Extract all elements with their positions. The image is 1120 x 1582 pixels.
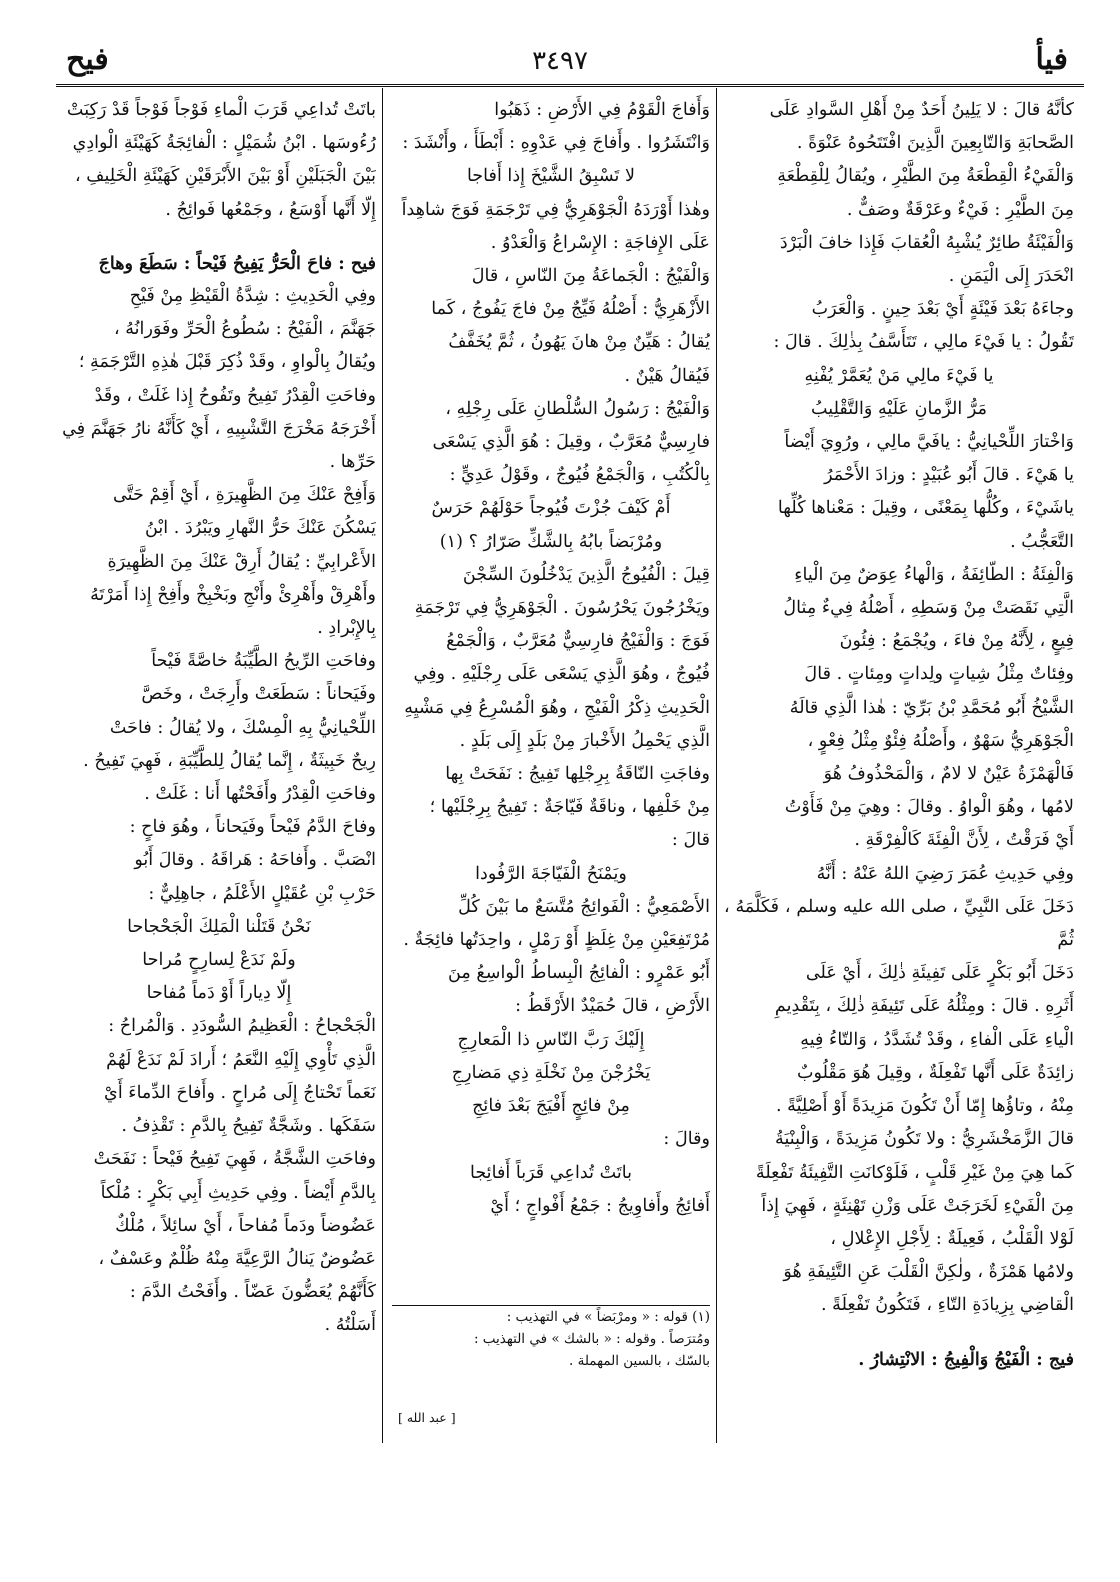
text-line: فَوَجَ : وَالْفَيْجُ فارِسِيٌّ مُعَرَّبٌ ، وَالْجَمْعُ (446, 631, 710, 652)
text-line: الَّذِي يَحْمِلُ الأَخْبارَ مِنْ بَلَدٍ إِلَى بَلَدٍ . (459, 730, 710, 751)
header-left-word: فيح (66, 42, 109, 77)
text-line: كأنَّهُ قالَ : لا يَلِينُ أَحَدٌ مِنْ أَهْلِ السَّوادِ عَلَى (769, 100, 1074, 120)
text-line: يا هَيْءَ . قالَ أَبُو عُبَيْدٍ : وزادَ الأَحْمَرُ (824, 465, 1074, 486)
text-line: وفاحَ الدَّمُ فَيْحاً وفَيَحاناً ، وهُوَ فاحٍ : (129, 817, 376, 838)
verse-line: إِلَيْكَ رَبَّ النّاسِ ذا الْمَعارِجِ (457, 1029, 645, 1050)
text-line: وفِئاتٌ مِثْلُ شِياتٍ ولِداتٍ ومِئاتٍ . قالَ (804, 664, 1074, 685)
verse-line: ولَمْ نَدَعْ لِسارِحٍ مُراحا (142, 950, 296, 971)
text-line: بَيْنَ الْجَبَلَيْنِ أَوْ بَيْنَ الأَبْرَقَيْنِ كَهَيْئَةِ الْخَلِيفِ ، (75, 166, 376, 187)
text-line: فِيعٍ ، لِأَنَّهُ مِنْ فاءَ ، ويُجْمَعُ : فِئُونَ (839, 631, 1074, 652)
text-line: قالَ الزَّمَخْشَرِيُّ : ولا تَكُونُ مَزِيدَةً ، وَالْبِنْيَةُ (775, 1129, 1074, 1150)
text-line: فَيُقالُ هَيْنٌ . (624, 365, 710, 386)
verse-line: يا فَيْءَ مالِي مَنْ يُعَمَّرْ يُفْنِهِ (804, 365, 994, 386)
text-line: الْجَوْهَرِيُّ سَهْوٌ ، وأَصْلُهُ فِئْوٌ مِثْلُ فِعْوٍ ، (807, 730, 1074, 751)
header-right-word: فيأ (1035, 42, 1068, 77)
text-line: مِنَ الْفَيْءِ لَخَرَجَتْ عَلَى وَزْنِ تَهْنِئَةٍ ، فَهِيَ إِذاً (761, 1195, 1074, 1216)
text-line: وفاحَتِ الرِّيحُ الطَّيِّبَةُ خاصَّةً فَيْحاً (151, 651, 376, 672)
text-line: الصَّحابَةِ وَالتّابِعِينَ الَّذِينَ افْتَتَحُوهُ عَنْوَةً . (796, 133, 1074, 154)
text-line: عَضُوضاً ودَماً مُفاحاً ، أَيْ سائِلاً ، مُلْكٌ (115, 1215, 376, 1236)
text-line: كَأَنَّهُمْ يُعَضُّونَ عَضّاً . وأَفَحْتُ الدَّمَ : (129, 1282, 376, 1303)
text-line: أَيْ فَرَقْتُ ، لِأَنَّ الْفِئَةَ كَالْفِرْقَةِ . (854, 830, 1074, 851)
text-line: مُرْتَفِعَيْنِ مِنْ غِلَظٍ أَوْ رَمْلٍ ، واحِدَتُها فائِجَةٌ . (403, 930, 710, 951)
text-line: الَّذِي تَأْوِي إِلَيْهِ النَّعَمُ ؛ أَرادَ لَمْ نَدَعْ لَهُمْ (106, 1049, 376, 1070)
verse-line: مَرُّ الزَّمانِ عَلَيْهِ وَالتَّقْلِيبُ (811, 398, 987, 419)
text-line: زائِدَةٌ عَلَى أَنَّها تَفْعِلَةٌ ، وقِيلَ هُوَ مَقْلُوبٌ (796, 1062, 1074, 1083)
entry-heading: فيج : الْفَيْجُ وَالْفِيجُ : الانْتِشارُ . (858, 1348, 1074, 1370)
verse-line: إِلّا دِياراً أَوْ دَماً مُفاحا (146, 983, 292, 1004)
text-line: تَقُولُ : يا فَيْءَ مالِي ، تَتَأَسَّفُ بِذٰلِكَ . قالَ : (773, 332, 1074, 353)
text-line: الْقاضِي بِزِيادَةِ التّاءِ ، فَتَكُونُ تَفْعِلَةً . (820, 1295, 1074, 1316)
text-line: وفاحَتِ الشَّجَّةُ ، فَهِيَ تَفِيحُ فَيْحاً : نَفَحَتْ (93, 1149, 376, 1170)
text-line: وَالْفَيْئَةُ طائِرٌ يُشْبِهُ الْعُقابَ فَإِذا خافَ الْبَرْدَ (779, 232, 1074, 253)
text-line: مِنْ خَلْفِها ، وناقَةٌ فَيّاجَةٌ : تَفِيجُ بِرِجْلَيْها ؛ (429, 797, 710, 818)
footnote-line: (١) قوله : « ومرْبَضاً » في التهذيب : (506, 1309, 710, 1325)
text-line: يَسْكُنَ عَنْكَ حَرُّ النَّهارِ ويَبْرُدَ . ابْنُ (144, 518, 376, 539)
text-line: الأَزْهَرِيُّ : أَصْلُهُ فَيِّجٌ مِنْ فاجَ يَفُوجُ ، كَما (431, 299, 710, 320)
text-line: رِيحٌ خَبِيثَةٌ ، إِنَّما يُقالُ لِلطَّيِّبَةِ ، فَهِيَ تَفِيحُ . (83, 750, 376, 771)
text-line: بِالدَّمِ أَيْضاً . وفِي حَدِيثِ أَبِي بَكْرٍ : مُلْكاً (100, 1182, 376, 1203)
text-line: وهٰذا أَوْرَدَهُ الْجَوْهَرِيُّ فِي تَرْجَمَةِ فَوَجَ شاهِداً (401, 199, 710, 220)
verse-line: ومُرْبَضاً بابُهُ بِالشَّكِّ صَرّارُ ؟ (١) (439, 531, 663, 552)
column-divider-right (716, 88, 717, 1443)
text-line: دَخَلَ أَبُو بَكْرٍ عَلَى تَفِيئَةِ ذٰلِكَ ، أَيْ عَلَى (805, 963, 1074, 984)
entry-heading: فيح : فاحَ الْحَرُّ يَفِيحُ فَيْحاً : سَطَعَ وهاجَ (98, 252, 376, 274)
verse-line: نَحْنُ قَتَلْنا الْمَلِكَ الْجَحْجاحا (127, 916, 311, 937)
text-line: وَالْفِئَةُ : الطّائِفَةُ ، وَالْهاءُ عِوَضٌ مِنَ الْياءِ (794, 564, 1074, 585)
text-line: سَفَكَها . وشَجَّةٌ تَفِيحُ بِالدَّمِ : تَقْذِفُ . (121, 1116, 376, 1137)
text-line: ولامُها هَمْزَةٌ ، ولٰكِنَّ الْقَلْبَ عَنِ التَّئِيفَةِ هُوَ (783, 1262, 1074, 1283)
page-number: ٣٤٩٧ (532, 46, 588, 76)
text-line: ويَخْرُجُونَ يَحْرُسُونَ . الْجَوْهَرِيُّ فِي تَرْجَمَةِ (414, 598, 710, 619)
text-line: أَثَرِهِ . قالَ : ومِثْلُهُ عَلَى تَئِيفَةِ ذٰلِكَ ، بِتَقْدِيمِ (774, 996, 1074, 1017)
text-line: إِلّا أَنَّها أَوْسَعُ ، وجَمْعُها فَوائِجُ . (165, 199, 376, 220)
text-line: فارِسِيٌّ مُعَرَّبٌ ، وقِيلَ : هُوَ الَّذِي يَسْعَى (432, 432, 710, 453)
text-line: ياشَيْءَ ، وكُلُّها بِمَعْنًى ، وقِيلَ : مَعْناها كُلِّها (777, 498, 1074, 519)
text-line: وَانْتَشَرُوا . وأَفاجَ فِي عَدْوِهِ : أَبْطَأَ ، وأَنْشَدَ : (402, 133, 710, 154)
text-line: أَسَلْتُهُ . (324, 1315, 376, 1336)
column-right (724, 94, 1074, 1454)
text-line: كَما هِيَ مِنْ غَيْرِ قَلْبٍ ، فَلَوْكانَتِ التَّفِيئَةُ تَفْعِلَةً (755, 1162, 1074, 1183)
header-rule (56, 84, 1084, 87)
entry-gap (62, 227, 376, 247)
text-line: بِالْكُتُبِ ، وَالْجَمْعُ فُيُوجٌ ، وقَوْلُ عَدِيٍّ : (449, 465, 710, 486)
text-line: وأَهْرِقْ وأَهْرِئْ وأَنْجِ وبَخْبِخْ وأَفِحْ إِذا أَمَرْتَهُ (90, 584, 376, 605)
text-line: وفاحَتِ الْقِدْرُ وأَفَحْتُها أَنا : غَلَتْ . (144, 784, 376, 805)
footnote-line: ومُترَصاً . وقوله : « بالشك » في التهذيب : (473, 1331, 710, 1347)
verse-line: أَمْ كَيْفَ جُزْتَ فُيُوجاً حَوْلَهُمْ حَرَسٌ (431, 498, 671, 519)
text-line: وَأَفِحْ عَنْكَ مِنَ الظَّهِيرَةِ ، أَيْ أَقِمْ حَتَّى (113, 485, 376, 506)
text-line: التَّعَجُّبُ . (1010, 531, 1074, 552)
text-line: لامُها ، وهُوَ الْواوُ . وقالَ : وهِيَ مِنْ فَأَوْتُ (784, 797, 1074, 818)
text-line: فُيُوجٌ ، وهُوَ الَّذِي يَسْعَى عَلَى رِجْلَيْهِ . وفِي (413, 664, 710, 685)
text-line: حَرْبِ بْنِ عُقَيْلٍ الأَعْلَمُ ، جاهِلِيٌّ : (148, 883, 376, 904)
text-line: وجاءَهُ بَعْدَ فَيْئَةٍ أَيْ بَعْدَ حِينٍ . وَالْعَرَبُ (811, 299, 1074, 320)
text-line: أَفائِجُ وأَفاوِيجُ : جَمْعُ أَفْواجٍ ؛ أَيْ (490, 1195, 710, 1216)
text-line: رُءُوسَها . ابْنُ شُمَيْلٍ : الْفائِجَةُ كَهَيْئَةِ الْوادِي (72, 133, 376, 154)
text-line: انْحَدَرَ إِلَى الْيَمَنِ . (948, 266, 1074, 287)
text-line: وَالْفَيْجُ : رَسُولُ السُّلْطانِ عَلَى رِجْلِهِ ، (445, 398, 710, 419)
text-line: نَعَماً تَحْتاجُ إِلَى مُراحٍ . وأَفاحَ الدِّماءَ أَيْ (104, 1082, 376, 1103)
text-line: انْصَبَّ . وأَفاحَهُ : هَراقَهُ . وقالَ أَبُو (134, 850, 376, 871)
text-line: ويُقالُ بِالْواوِ ، وقَدْ ذُكِرَ قَبْلَ هٰذِهِ التَّرْجَمَةِ ؛ (78, 352, 376, 373)
text-line: الأَصْمَعِيُّ : الْفَوائِجُ مُتَّسَعٌ ما بَيْنَ كُلِّ (458, 896, 710, 917)
column-divider-left (382, 88, 383, 1443)
text-line: وَالْفَيْءُ الْقِطْعَةُ مِنَ الطَّيْرِ ، ويُقالُ لِلْقِطْعَةِ (777, 166, 1074, 187)
text-line: عَضُوضٌ يَنالُ الرَّعِيَّةَ مِنْهُ ظُلْمٌ وعَسْفٌ ، (98, 1248, 376, 1269)
verse-line: لا تَسْبِقُ الشَّيْخَ إِذا أَفاجا (466, 166, 636, 187)
text-line: الَّتِي نَقَصَتْ مِنْ وَسَطِهِ ، أَصْلُهُ فِيءٌ مِثالُ (783, 598, 1074, 619)
text-line: وفاجَتِ النّاقَةُ بِرِجْلِها تَفِيجُ : نَفَحَتْ بِها (445, 764, 710, 785)
text-line: الْحَدِيثِ ذِكْرُ الْفَيْجِ ، وهُوَ الْمُسْرِعُ فِي مَشْيِهِ (404, 697, 710, 718)
text-line: أَبُو عَمْرٍو : الْفائِجُ الْبِساطُ الْواسِعُ مِنَ (447, 963, 710, 984)
text-line: بِالإِبْرادِ . (317, 618, 376, 639)
text-line: مِنْهُ ، وتاؤُها إِمّا أَنْ تَكُونَ مَزِيدَةً أَوْ أَصْلِيَّةً . (775, 1096, 1074, 1117)
text-line: قِيلَ : الْفُيُوجُ الَّذِينَ يَدْخُلُونَ السِّجْنَ (462, 564, 710, 585)
column-middle (392, 94, 710, 1384)
text-line: الشَّيْخُ أَبُو مُحَمَّدِ بْنُ بَرِّيّ : هٰذا الَّذِي قالَهُ (789, 697, 1074, 718)
text-line: أَخْرَجَهُ مَخْرَجَ التَّشْبِيهِ ، أَيْ كَأَنَّهُ نارُ جَهَنَّمَ فِي (62, 418, 376, 439)
text-line: لَوْلا الْقَلْبُ ، فَعِيلَةٌ : لِأَجْلِ الإِعْلالِ ، (830, 1228, 1074, 1249)
text-line: وفَيَحاناً : سَطَعَتْ وأَرِجَتْ ، وخَصَّ (141, 684, 376, 705)
text-line: وَأَفاجَ الْقَوْمُ فِي الأَرْضِ : ذَهَبُوا (494, 100, 710, 120)
text-line: وَاخْتارَ اللِّحْيانِيُّ : يافَيَّ مالِي ، ورُوِيَ أَيْضاً (784, 432, 1074, 453)
text-line: الْجَحْجاحُ : الْعَظِيمُ السُّودَدِ . وَالْمُراحُ : (108, 1016, 376, 1037)
text-line: اللِّحْيانِيُّ بِهِ الْمِسْكَ ، ولا يُقالُ : فاحَتْ (109, 717, 376, 738)
text-line: حَرِّها . (329, 452, 376, 473)
column-left (62, 94, 376, 1454)
editor-signature: [ عبد الله ] (398, 1410, 456, 1425)
text-line: الأَعْرابِيِّ : يُقالُ أَرِقْ عَنْكَ مِنَ الظَّهِيرَةِ (107, 551, 376, 572)
text-line: وقالَ : (663, 1129, 710, 1150)
footnote-line: بالسّك ، بالسين المهملة . (569, 1353, 710, 1369)
page-header (44, 32, 1076, 84)
text-line: الأَرْضِ ، قالَ حُمَيْدٌ الأَرْقَطُ : (515, 996, 710, 1017)
text-line: يُقالُ : هَيِّنٌ مِنْ هانَ يَهُونُ ، ثُمَّ يُخَفَّفُ (448, 332, 710, 353)
verse-line: باتَتْ تُداعِي قَرَباً أَفائِجا (469, 1162, 633, 1183)
text-line: مِنَ الطَّيْرِ : فَيْءٌ وعَرْقَةٌ وصَفٌّ . (846, 199, 1074, 220)
text-line: باتَتْ تُداعِي قَرَبَ الْماءِ فَوْجاً فَوْجاً قَدْ رَكِبَتْ (66, 100, 376, 120)
text-line: وَالْفَيْجُ : الْجَماعَةُ مِنَ النّاسِ ، قالَ (471, 266, 710, 287)
verse-line: ويَمْنَحُ الْفَيّاجَةَ الرَّفُودا (475, 863, 627, 884)
text-line: عَلَى الإِفاجَةِ : الإِسْراعُ وَالْعَدْوُ . (490, 232, 710, 253)
text-line: فَالْهَمْزَةُ عَيْنٌ لا لامٌ ، وَالْمَحْذُوفُ هُوَ (823, 764, 1074, 785)
text-line: وفِي حَدِيثِ عُمَرَ رَضِيَ اللهُ عَنْهُ : أَنَّهُ (816, 863, 1074, 884)
text-line: الْياءِ عَلَى الْفاءِ ، وقَدْ تُشَدَّدُ ، وَالتّاءُ فِيهِ (800, 1029, 1074, 1050)
text-line: وفِي الْحَدِيثِ : شِدَّةُ الْقَيْظِ مِنْ فَيْحِ (129, 286, 376, 307)
text-line: جَهَنَّمَ ، الْفَيْحُ : سُطُوعُ الْحَرِّ وفَوَرانُهُ ، (113, 319, 376, 340)
text-line: قالَ : (671, 830, 710, 851)
text-line: وفاحَتِ الْقِدْرُ تَفِيحُ وتَفُوحُ إِذا غَلَتْ ، وقَدْ (94, 385, 376, 406)
verse-line: مِنْ فائِجٍ أَفْيَجَ بَعْدَ فائِجِ (472, 1096, 630, 1117)
entry-gap (724, 1323, 1074, 1343)
text-line: دَخَلَ عَلَى النَّبِيِّ ، صلى الله عليه وسلم ، فَكَلَّمَهُ ، ثُمَّ (724, 896, 1074, 951)
verse-line: يَخْرُجْنَ مِنْ نَخْلَةِ ذِي مَضارِجِ (451, 1062, 651, 1083)
footnote (392, 1305, 710, 1372)
